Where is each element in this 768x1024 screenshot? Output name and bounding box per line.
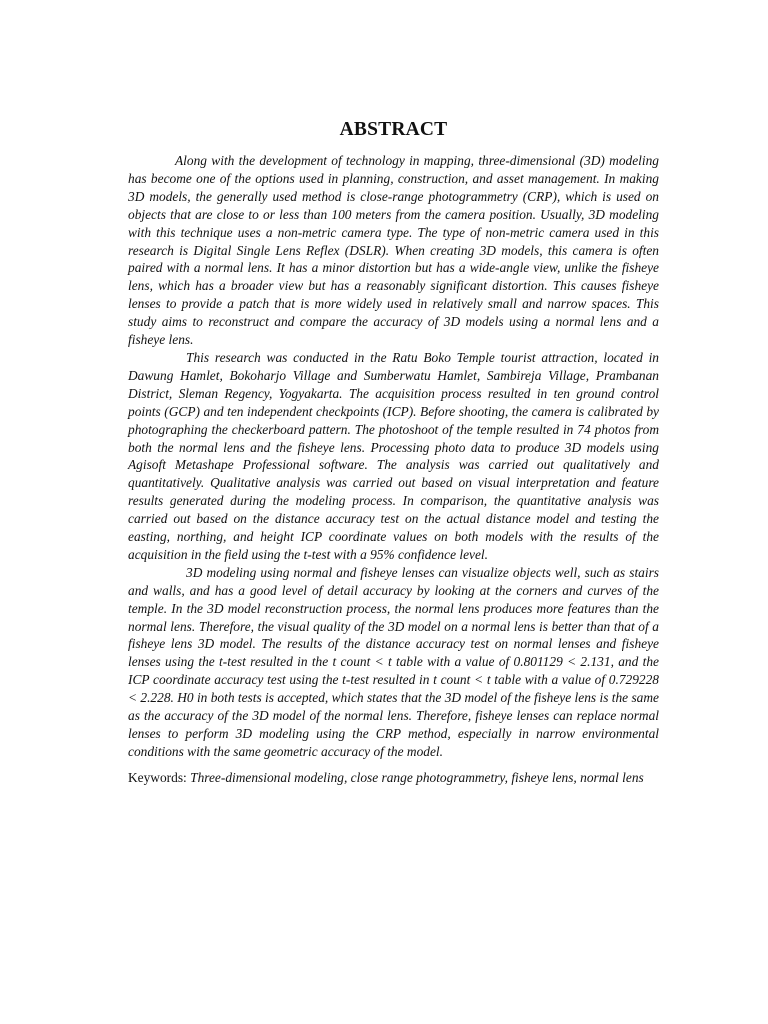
abstract-title: ABSTRACT (339, 119, 448, 140)
keywords-text: Three-dimensional modeling, close range photogrammetry, fisheye lens, normal lens (190, 769, 644, 785)
keywords-line (128, 769, 659, 787)
abstract-page (128, 118, 659, 787)
abstract-paragraph-2: This research was conducted in the Ratu Boko Temple tourist attraction, located in Dawung Hamlet, Bokoharjo Village and Sumberwatu Hamlet, Sambireja Village, Prambanan District, Sleman Regency, Yogyakarta. The acquisition process resulted in ten ground control points (GCP) and ten independent checkpoints (ICP). Before shooting, the camera is calibrated by photographing the checkerboard pattern. The photoshoot of the temple resulted in 74 photos from both the normal lens and the fisheye lens. Processing photo data to produce 3D models using Agisoft Metashape Professional software. The analysis was carried out qualitatively and quantitatively. Qualitative analysis was carried out based on visual interpretation and feature results generated during the modeling process. In comparison, the quantitative analysis was carried out based on the distance accuracy test on the actual distance model and testing the easting, northing, and height ICP coordinate values on both models with the results of the acquisition in the field using the t-test with a 95% confidence level. (128, 349, 659, 562)
abstract-paragraph-3: 3D modeling using normal and fisheye lenses can visualize objects well, such as stairs and walls, and has a good level of detail accuracy by looking at the corners and curves of the temple. In the 3D model reconstruction process, the normal lens produces more features than the normal lens. Therefore, the visual quality of the 3D model on a normal lens is better than that of a fisheye lens 3D model. The results of the distance accuracy test on normal lenses and fisheye lenses using the t-test resulted in the t count < t table with a value of 0.801129 < 2.131, and the ICP coordinate accuracy test using the t-test resulted in t count < t table with a value of 0.729228 < 2.228. H0 in both tests is accepted, which states that the 3D model of the fisheye lens is the same as the accuracy of the 3D model of the normal lens. Therefore, fisheye lenses can replace normal lenses to perform 3D modeling using the CRP method, especially in narrow environmental conditions with the same geometric accuracy of the model. (128, 564, 659, 759)
keywords-label: Keywords: (128, 769, 187, 785)
abstract-paragraph-1: Along with the development of technology in mapping, three-dimensional (3D) modeling has become one of the options used in planning, construction, and asset management. In making 3D models, the generally used method is close-range photogrammetry (CRP), which is used on objects that are close to or less than 100 meters from the camera position. Usually, 3D modeling with this technique uses a non-metric camera type. The type of non-metric camera used in this research is Digital Single Lens Reflex (DSLR). When creating 3D models, this camera is often paired with a normal lens. It has a minor distortion but has a wide-angle view, unlike the fisheye lens, which has a broader view but has a reasonably significant distortion. This causes fisheye lenses to provide a patch that is more widely used in relatively small and narrow spaces. This study aims to reconstruct and compare the accuracy of 3D models using a normal lens and a fisheye lens. (128, 153, 659, 348)
